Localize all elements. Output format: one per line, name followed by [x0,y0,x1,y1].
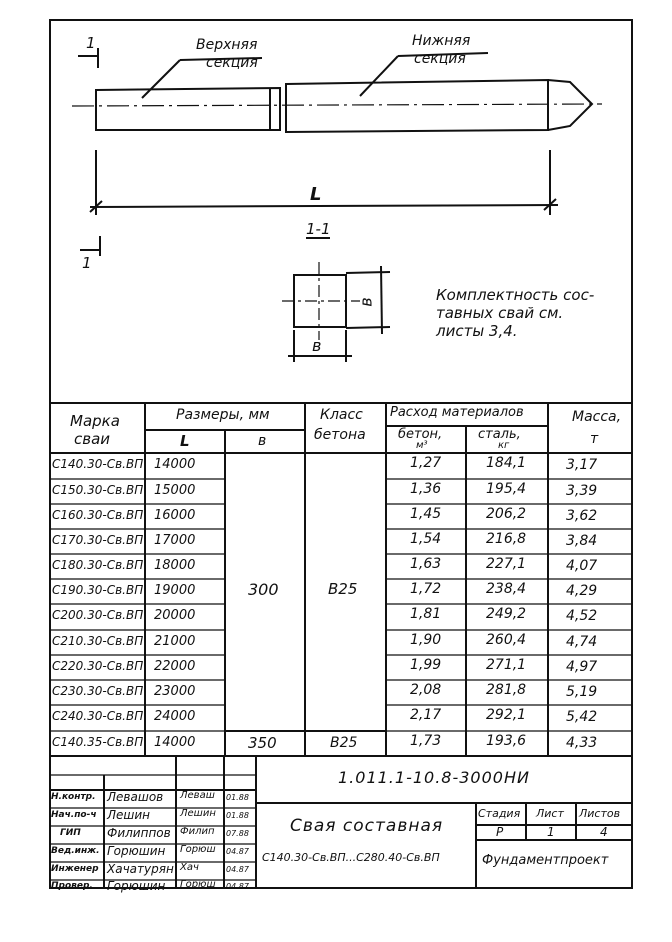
row-steel: 195,4 [486,481,527,497]
pile-tip [548,80,592,130]
row-mark: С150.30-Св.ВП [52,483,144,497]
row-concrete: 1,36 [410,481,442,497]
lower-section-label-1: Нижняя [412,33,471,49]
row-length: 17000 [154,533,196,548]
length-symbol: L [310,184,322,205]
lower-section [286,80,548,132]
header-steel-1: сталь, [478,427,521,442]
row-mass: 5,42 [566,709,598,725]
person-name: Лешин [107,808,151,822]
upper-section-label-2: секция [206,55,258,71]
row-length: 23000 [154,684,196,699]
row-length: 19000 [154,583,196,598]
role-label: Провер. [51,881,93,891]
header-mark-1: Марка [70,412,120,430]
header-mass-1: Масса, [572,409,622,425]
person-name: Горюшин [107,879,166,893]
row-concrete: 2,17 [410,707,442,723]
row-mass: 3,17 [566,457,598,473]
date: 04.87 [226,865,249,874]
note-line-3: листы 3,4. [436,322,518,340]
row-steel: 193,6 [486,733,527,749]
header-class-2: бетона [314,427,366,443]
row-steel: 249,2 [486,606,527,622]
header-b: в [258,433,267,449]
side-b-vertical: в [356,297,376,307]
row-mass: 3,39 [566,483,598,499]
stage-header: Стадия [478,807,521,820]
person-name: Левашов [107,790,164,804]
row-concrete: 1,27 [410,455,442,471]
date: 01.88 [226,811,249,820]
row-mass: 4,52 [566,608,598,624]
role-label: Нач.по-ч [51,810,97,820]
row-length: 18000 [154,558,196,573]
row-mass: 4,07 [566,558,598,574]
row-mark: С180.30-Св.ВП [52,558,144,572]
row-concrete: 1,45 [410,506,442,522]
row-mass: 3,84 [566,533,598,549]
header-materials: Расход материалов [390,405,524,420]
header-mass-2: т [590,431,599,447]
drawing-subtitle: С140.30-Св.ВП...С280.40-Св.ВП [262,851,440,864]
header-concrete-1: бетон, [398,427,443,442]
person-name: Хачатурян [107,862,174,876]
row-steel: 260,4 [486,632,527,648]
header-concrete-2: м³ [416,440,428,451]
row-mark: С230.30-Св.ВП [52,684,144,698]
row-length: 16000 [154,508,196,523]
row-mark: С160.30-Св.ВП [52,508,144,522]
role-label: ГИП [60,828,81,838]
row-steel: 184,1 [486,455,527,471]
row-concrete: 1,81 [410,606,442,622]
sheets-header: Листов [579,807,621,820]
header-L: L [180,432,190,450]
row-length: 22000 [154,659,196,674]
header-dims: Размеры, мм [176,407,270,423]
row-steel: 271,1 [486,657,527,673]
signature: Горюш [180,879,216,890]
organization: Фундаментпроект [482,853,609,868]
row-mark: С240.30-Св.ВП [52,709,144,723]
role-label: Инженер [51,864,99,874]
sheet-header: Лист [536,807,564,820]
row-mark: С190.30-Св.ВП [52,583,144,597]
section-title: 1-1 [306,220,331,238]
row-concrete: 1,72 [410,581,442,597]
stage-value: Р [496,825,504,839]
role-label: Н.контр. [51,792,96,802]
drawing-title: Свая составная [290,816,444,836]
row-concrete: 1,73 [410,733,442,749]
section-mark-bottom: 1 [82,254,92,272]
row-concrete: 2,08 [410,682,442,698]
last-width: 350 [248,734,277,752]
row-concrete: 1,63 [410,556,442,572]
role-label: Вед.инж. [51,846,100,856]
person-name: Горюшин [107,844,166,858]
date: 04.87 [226,882,249,891]
section-mark-top: 1 [86,34,96,52]
signature: Леваш [180,790,215,801]
row-steel: 238,4 [486,581,527,597]
row-mark: С140.35-Св.ВП [52,735,144,749]
upper-section-label-1: Верхняя [196,37,258,53]
note-line-2: тавных свай см. [436,304,564,322]
sheet-value: 1 [547,825,555,839]
length-dimension [90,205,558,207]
signature: Лешин [180,808,216,819]
date: 07.88 [226,829,249,838]
row-steel: 292,1 [486,707,527,723]
sheets-value: 4 [600,825,608,839]
row-mass: 4,97 [566,659,598,675]
row-steel: 206,2 [486,506,527,522]
row-mark: С210.30-Св.ВП [52,634,144,648]
row-mass: 5,19 [566,684,598,700]
row-mark: С170.30-Св.ВП [52,533,144,547]
document-code: 1.011.1-10.8-3000НИ [338,768,530,787]
signature: Филип [180,826,215,837]
signature: Горюш [180,844,216,855]
header-mark-2: сваи [74,430,111,448]
row-length: 14000 [154,457,196,472]
row-mass: 4,74 [566,634,598,650]
note-line-1: Комплектность сос- [436,286,595,304]
date: 04.87 [226,847,249,856]
last-concrete-class: В25 [330,735,358,751]
row-mark: С220.30-Св.ВП [52,659,144,673]
header-steel-2: кг [498,440,510,451]
row-length: 15000 [154,483,196,498]
row-concrete: 1,99 [410,657,442,673]
date: 01.88 [226,793,249,802]
row-concrete: 1,54 [410,531,442,547]
row-mass: 3,62 [566,508,598,524]
row-steel: 216,8 [486,531,527,547]
header-class-1: Класс [320,407,363,423]
row-length: 24000 [154,709,196,724]
row-length: 14000 [154,735,196,750]
group-concrete-class: В25 [328,580,358,598]
row-mark: С140.30-Св.ВП [52,457,144,471]
side-b-horizontal: в [312,336,322,355]
row-concrete: 1,90 [410,632,442,648]
row-mark: С200.30-Св.ВП [52,608,144,622]
row-mass: 4,29 [566,583,598,599]
group-width: 300 [248,580,279,599]
row-steel: 227,1 [486,556,527,572]
row-steel: 281,8 [486,682,527,698]
row-length: 20000 [154,608,196,623]
person-name: Филиппов [107,826,171,840]
lower-section-label-2: секция [414,51,466,67]
row-length: 21000 [154,634,196,649]
row-mass: 4,33 [566,735,598,751]
upper-section [96,88,280,130]
signature: Хач [180,862,199,873]
